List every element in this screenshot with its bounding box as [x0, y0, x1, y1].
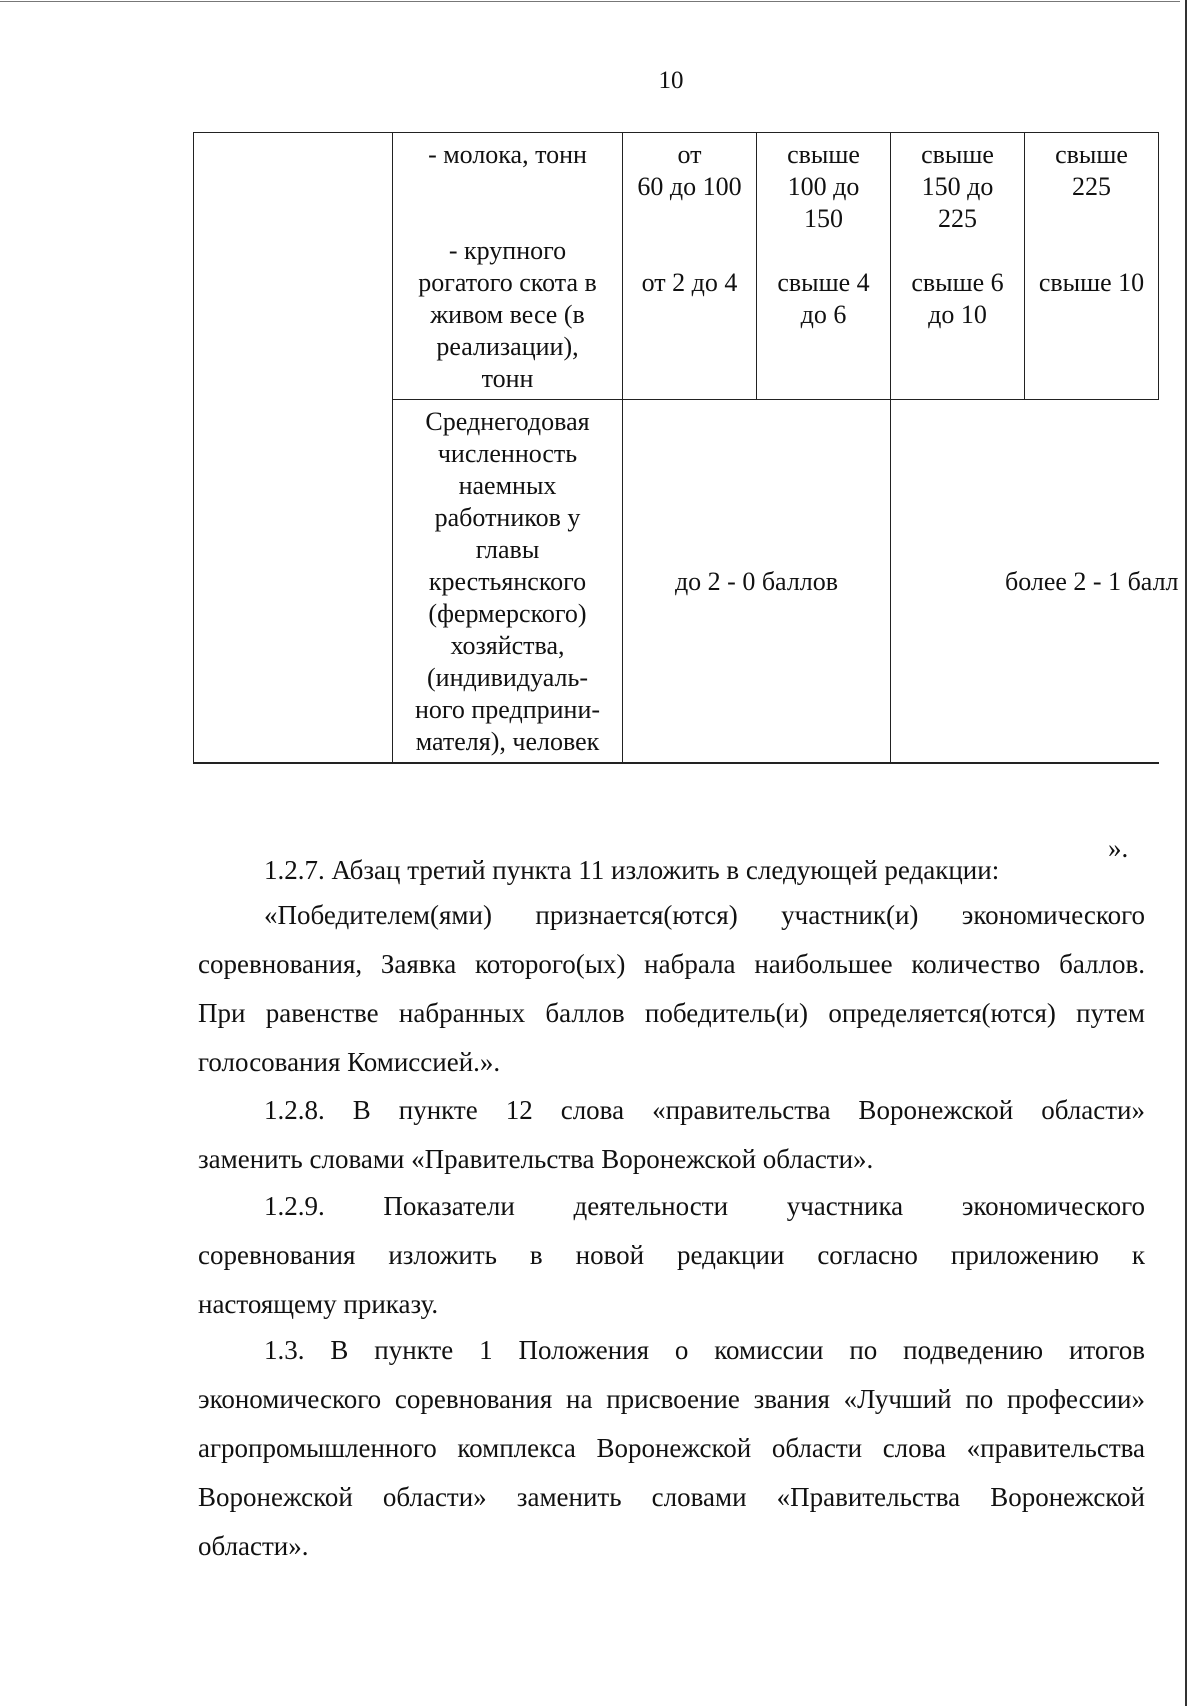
score-high-cell: [891, 400, 1179, 764]
scan-edge-right: [1185, 0, 1187, 1706]
text-line: 1.2.8. В пункте 12 слова «правительства Воронежской области»: [264, 1095, 1145, 1125]
text-line: 1.3. В пункте 1 Положения о комиссии по подведению итогов: [264, 1335, 1145, 1365]
milk-value-line: свыше: [921, 140, 994, 169]
paragraph-1-2-8: [198, 1086, 1145, 1184]
text-line: Воронежской области» заменить словами «Правительства Воронежской: [198, 1482, 1145, 1512]
milk-value-line: 100 до: [787, 172, 860, 201]
milk-value-line: 150: [804, 204, 843, 233]
table-row: [194, 133, 1159, 400]
score-low: до 2 - 0 баллов: [674, 567, 839, 596]
paragraph-1-3: [198, 1326, 1145, 1571]
cattle-label-line: тонн: [481, 364, 534, 393]
paragraph-1-2-9: [198, 1182, 1145, 1329]
workers-label-line: наемных: [458, 471, 557, 500]
cattle-label-line: рогатого скота в: [418, 268, 597, 297]
value-cell: [891, 133, 1025, 400]
text-line: соревнования изложить в новой редакции согласно приложению к: [198, 1240, 1145, 1270]
workers-label-cell: [393, 400, 623, 764]
workers-label-line: мателя), человек: [415, 727, 600, 756]
indicator-label-cell: [393, 133, 623, 400]
score-high: более 2 - 1 балл: [1004, 567, 1179, 596]
cattle-label-line: реализации),: [436, 332, 579, 361]
scan-edge-top: [0, 1, 1180, 2]
workers-label-line: ного предприни-: [414, 695, 601, 724]
milk-value-line: 60 до 100: [637, 172, 742, 201]
paragraph-1-2-7: [198, 846, 1145, 895]
paragraph-quote: [198, 891, 1145, 1087]
text-line: заменить словами «Правительства Воронежской области».: [198, 1144, 874, 1174]
score-low-cell: [623, 400, 891, 764]
workers-label-line: хозяйства,: [450, 631, 565, 660]
milk-value-line: 225: [1072, 172, 1111, 201]
workers-label-line: Среднегодовая: [425, 407, 590, 436]
value-cell: [623, 133, 757, 400]
page-number: 10: [658, 67, 684, 94]
text-line: агропромышленного комплекса Воронежской области слова «правительства: [198, 1433, 1145, 1463]
workers-label-line: численность: [437, 439, 578, 468]
cattle-value-line: свыше 6: [911, 268, 1004, 297]
milk-value-line: свыше: [1055, 140, 1128, 169]
workers-label-line: (индивидуаль-: [427, 663, 588, 692]
workers-label-line: главы: [475, 535, 540, 564]
blank-category-cell: [194, 133, 393, 764]
text-line: экономического соревнования на присвоение звания «Лучший по профессии»: [198, 1384, 1145, 1414]
text-line: 1.2.9. Показатели деятельности участника экономического: [264, 1191, 1145, 1221]
text-line: области».: [198, 1531, 309, 1561]
cattle-value-line: от 2 до 4: [641, 268, 738, 297]
text-line: «Победителем(ями) признается(ются) участник(и) экономического: [264, 900, 1145, 930]
cattle-value-line: свыше 4: [777, 268, 870, 297]
cattle-value-line: до 10: [928, 300, 987, 329]
closing-quote: ».: [1108, 833, 1129, 863]
text-line: 1.2.7. Абзац третий пункта 11 изложить в следующей редакции:: [264, 855, 1000, 885]
milk-value-line: 225: [938, 204, 977, 233]
text-line: соревнования, Заявка которого(ых) набрала наибольшее количество баллов.: [198, 949, 1145, 979]
cattle-value-line: до 6: [800, 300, 847, 329]
milk-value-line: свыше: [787, 140, 860, 169]
workers-label-line: работников у: [434, 503, 581, 532]
value-cell: [1025, 133, 1159, 400]
text-line: голосования Комиссией.».: [198, 1047, 501, 1077]
milk-label: - молока, тонн: [428, 140, 587, 169]
score-table: [193, 132, 1179, 764]
value-cell: [757, 133, 891, 400]
cattle-label-line: живом весе (в: [430, 300, 585, 329]
cattle-value-line: свыше 10: [1038, 268, 1145, 297]
cattle-label-line: - крупного: [448, 236, 567, 265]
milk-value-line: от: [677, 140, 702, 169]
text-line: При равенстве набранных баллов победитель(и) определяется(ются) путем: [198, 998, 1145, 1028]
workers-label-line: крестьянского: [428, 567, 587, 596]
text-line: настоящему приказу.: [198, 1289, 439, 1319]
workers-label-line: (фермерского): [428, 599, 587, 628]
milk-value-line: 150 до: [921, 172, 994, 201]
